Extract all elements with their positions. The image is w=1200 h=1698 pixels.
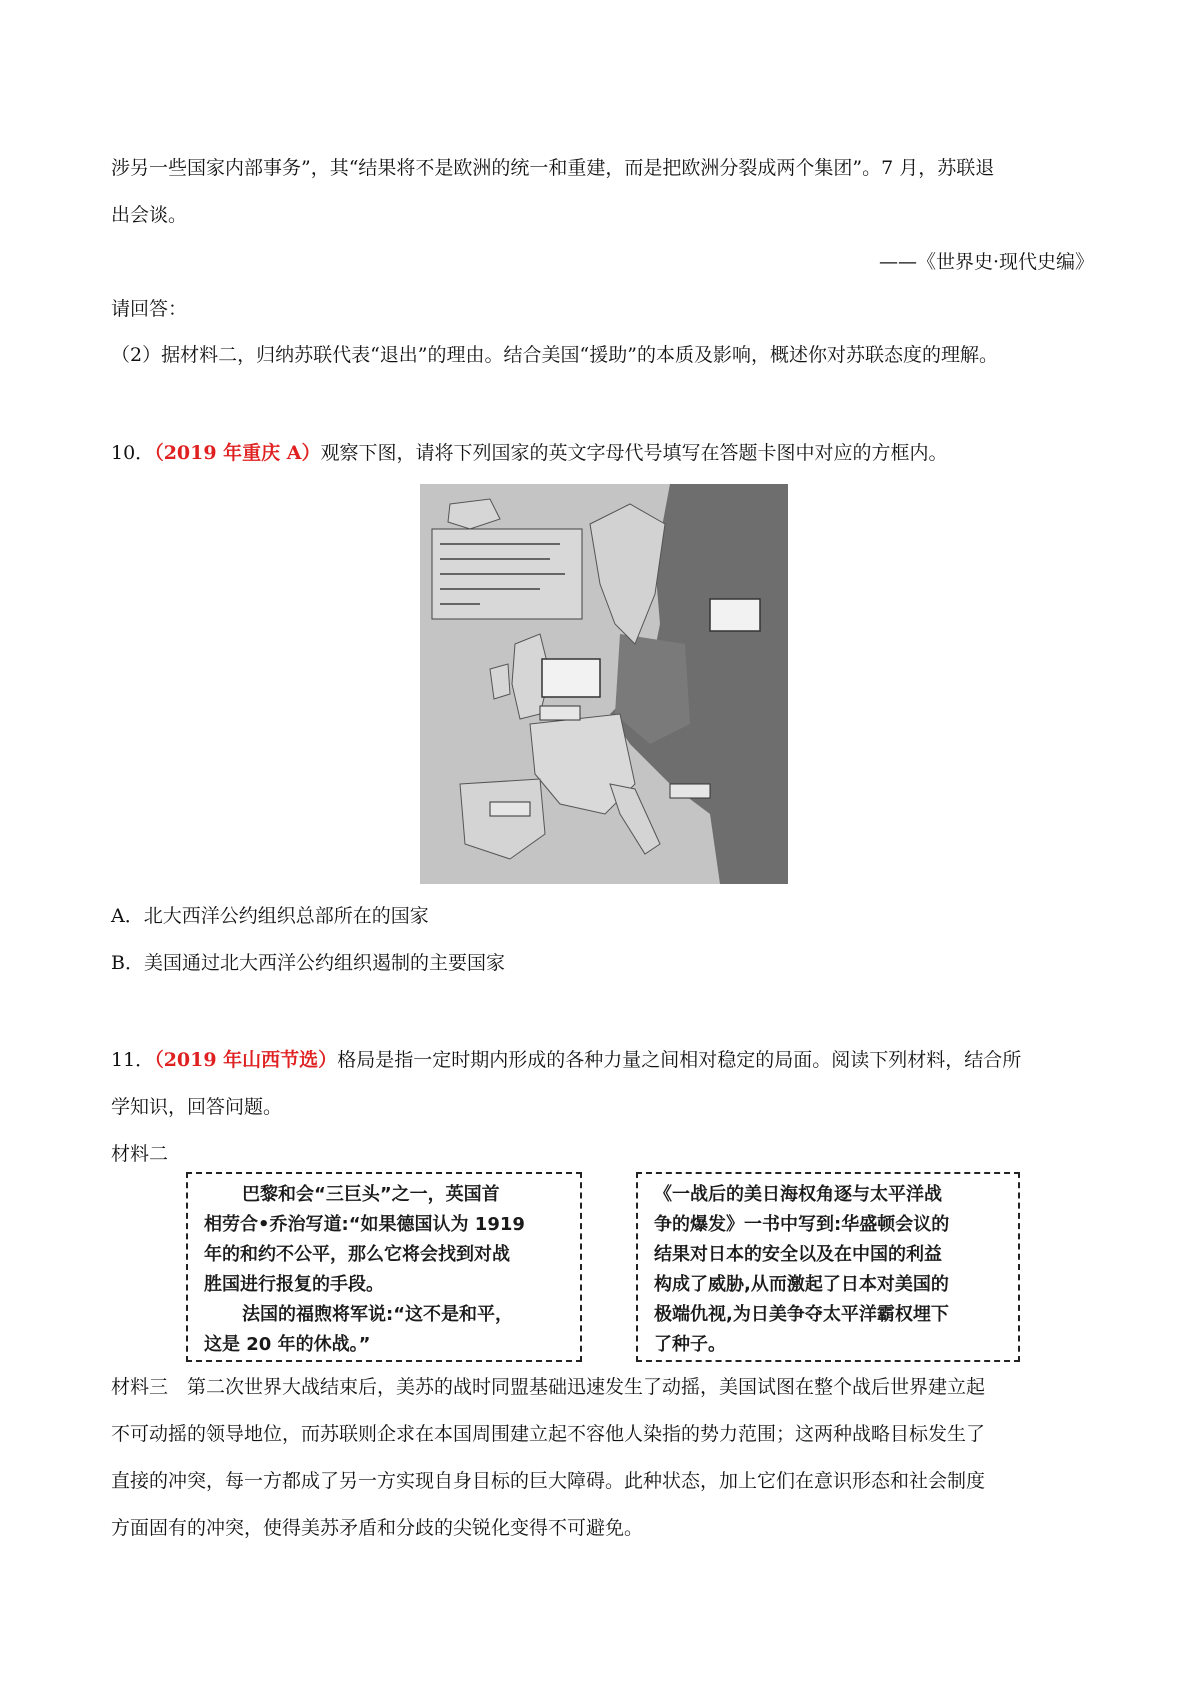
material-3-line: 不可动摇的领导地位，而苏联则企求在本国周围建立起不容他人染指的势力范围；这两种战略目标发生了 <box>111 1423 986 1445</box>
material-3-line: 材料三 第二次世界大战结束后，美苏的战时同盟基础迅速发生了动摇，美国试图在整个战后世界建立起 <box>111 1376 986 1398</box>
map-graphic <box>420 484 788 884</box>
europe-map-image <box>420 484 788 884</box>
quote-line: 构成了威胁,从而激起了日本对美国的 <box>654 1274 949 1295</box>
quote-line: 结果对日本的安全以及在中国的利益 <box>654 1244 942 1265</box>
material-3-line: 方面固有的冲突，使得美苏矛盾和分歧的尖锐化变得不可避免。 <box>111 1517 644 1539</box>
quote-line: 法国的福煦将军说:“这不是和平， <box>242 1304 514 1325</box>
citation-source: ——《世界史·现代史编》 <box>878 251 1094 273</box>
question-text: 观察下图，请将下列国家的英文字母代号填写在答题卡图中对应的方框内。 <box>320 442 948 464</box>
quote-line: 争的爆发》一书中写到:华盛顿会议的 <box>654 1214 950 1235</box>
question-number: 11． <box>111 1049 155 1071</box>
quote-line: 这是 20 年的休战。” <box>204 1334 371 1355</box>
question-2: （2）据材料二，归纳苏联代表“退出”的理由。结合美国“援助”的本质及影响，概述你对苏联态度的理解。 <box>111 344 998 366</box>
question-text: 格局是指一定时期内形成的各种力量之间相对稳定的局面。阅读下列材料，结合所 <box>337 1049 1022 1071</box>
quote-line: 巴黎和会“三巨头”之一，英国首 <box>242 1184 500 1205</box>
material-2-label: 材料二 <box>111 1143 169 1165</box>
source-tag: （2019 年重庆 A） <box>154 442 321 464</box>
option-b: B．美国通过北大西洋公约组织遏制的主要国家 <box>111 952 505 974</box>
quote-line: 《一战后的美日海权角逐与太平洋战 <box>654 1184 942 1205</box>
quote-line: 年的和约不公平，那么它将会找到对战 <box>204 1244 510 1265</box>
question-11 <box>111 1045 1101 1075</box>
question-10 <box>111 438 1101 468</box>
question-number: 10． <box>111 442 155 464</box>
source-tag: （2019 年山西节选） <box>154 1049 338 1071</box>
quote-line: 胜国进行报复的手段。 <box>204 1274 384 1295</box>
quote-line: 了种子。 <box>654 1334 726 1355</box>
material-3-line: 直接的冲突，每一方都成了另一方实现自身目标的巨大障碍。此种状态，加上它们在意识形态和社会制度 <box>111 1470 986 1492</box>
paragraph-line: 出会谈。 <box>111 204 188 226</box>
quote-line: 相劳合•乔治写道:“如果德国认为 1919 <box>204 1214 525 1235</box>
quote-box-washington-conference <box>636 1172 1020 1362</box>
quote-line: 极端仇视,为日美争夺太平洋霸权埋下 <box>654 1304 949 1325</box>
paragraph-line: 涉另一些国家内部事务”，其“结果将不是欧洲的统一和重建，而是把欧洲分裂成两个集团”。7 月，苏联退 <box>111 157 995 179</box>
prompt-text: 请回答： <box>111 298 188 320</box>
quote-box-paris-peace <box>186 1172 582 1362</box>
option-a: A．北大西洋公约组织总部所在的国家 <box>111 905 429 927</box>
question-text-line: 学知识，回答问题。 <box>111 1096 283 1118</box>
